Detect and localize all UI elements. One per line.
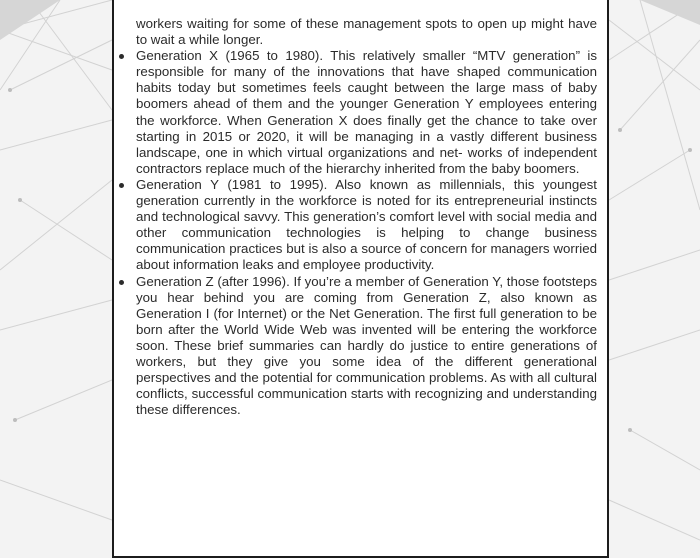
bullet-dot-icon [119, 54, 124, 59]
list-item-text: Generation Z (after 1996). If you’re a member of Generation Y, those footsteps you hear behind you are coming from Generation Z, also known as Generation I (for Internet) or the Net Generation. The first full generation to be born after the World Wide Web was invented will be entering the workforce soon. These brief summaries can hardly do justice to entire generations of workers, but they give you some idea of the different generational perspectives and the potential for communication problems. As with all cultural conflicts, successful communication starts with recognizing and understanding these differences. [136, 273, 597, 418]
bullet-dot-icon [119, 280, 124, 285]
generation-list [136, 48, 597, 418]
list-item-generation-z [136, 274, 597, 419]
list-item-generation-y [136, 177, 597, 274]
document-page [112, 0, 609, 558]
continuation-paragraph: workers waiting for some of these management spots to open up might have to wait a while longer. [136, 16, 597, 48]
document-body [114, 0, 607, 418]
bullet-dot-icon [119, 183, 124, 188]
list-item-generation-x [136, 48, 597, 177]
list-item-text: Generation X (1965 to 1980). This relatively smaller “MTV generation” is responsible for many of the innovations that have shaped communication habits today but sometimes feels caught between the large mass of baby boomers ahead of them and the younger Generation Y employees entering the workforce. When Generation X does finally get the chance to take over starting in 2015 or 2020, it will be managing in a vastly different business landscape, one in which virtual organizations and net- works of independent contractors replace much of the hierarchy inherited from the baby boomers. [136, 48, 597, 176]
list-item-text: Generation Y (1981 to 1995). Also known as millennials, this youngest generation currently in the workforce is noted for its entrepreneurial instincts and technological savvy. This generation’s comfort level with social media and other communication technologies is helping to change business communication practices but is also a source of concern for managers worried about information leaks and employee productivity. [136, 176, 597, 273]
